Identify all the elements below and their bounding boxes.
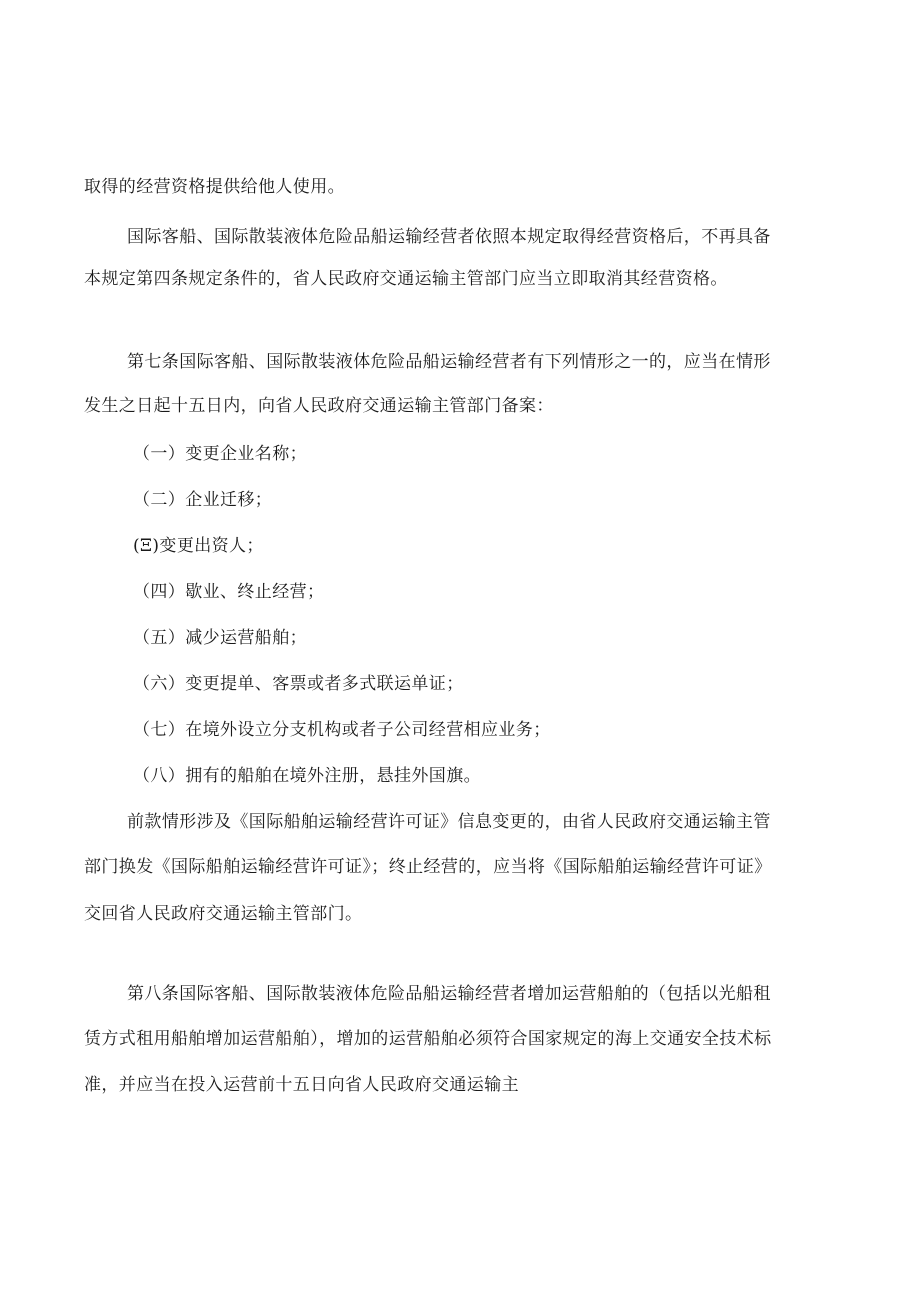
paragraph-line: 本规定第四条规定条件的，省人民政府交通运输主管部门应当立即取消其经营资格。 <box>84 269 728 289</box>
paragraph-line: 赁方式租用船舶增加运营船舶），增加的运营船舶必须符合国家规定的海上交通安全技术标 <box>84 1029 772 1049</box>
list-item: （二）企业迁移； <box>133 490 273 510</box>
paragraph-line: 发生之日起十五日内，向省人民政府交通运输主管部门备案： <box>84 396 554 416</box>
list-item: （八）拥有的船舶在境外注册，悬挂外国旗。 <box>133 766 481 786</box>
paragraph-line: 前款情形涉及《国际船舶运输经营许可证》信息变更的，由省人民政府交通运输主管 <box>127 812 771 832</box>
paragraph-line: 交回省人民政府交通运输主管部门。 <box>84 904 363 924</box>
list-item: （七）在境外设立分支机构或者子公司经营相应业务； <box>133 720 551 740</box>
list-item: （一）变更企业名称； <box>133 444 307 464</box>
article-7-heading-line: 第七条国际客船、国际散装液体危险品船运输经营者有下列情形之一的，应当在情形 <box>127 352 771 372</box>
list-item: (Ξ)变更出资人； <box>133 536 264 556</box>
paragraph-line: 国际客船、国际散装液体危险品船运输经营者依照本规定取得经营资格后，不再具备 <box>127 227 771 247</box>
article-8-heading-line: 第八条国际客船、国际散装液体危险品船运输经营者增加运营船舶的（包括以光船租 <box>127 984 771 1004</box>
paragraph-line: 准，并应当在投入运营前十五日向省人民政府交通运输主 <box>84 1075 519 1095</box>
paragraph-line: 部门换发《国际船舶运输经营许可证》；终止经营的，应当将《国际船舶运输经营许可证》 <box>84 857 772 877</box>
list-item: （五）减少运营船舶； <box>133 628 307 648</box>
paragraph-line: 取得的经营资格提供给他人使用。 <box>84 177 345 197</box>
list-item: （四）歇业、终止经营； <box>133 582 325 602</box>
list-item: （六）变更提单、客票或者多式联运单证； <box>133 674 464 694</box>
